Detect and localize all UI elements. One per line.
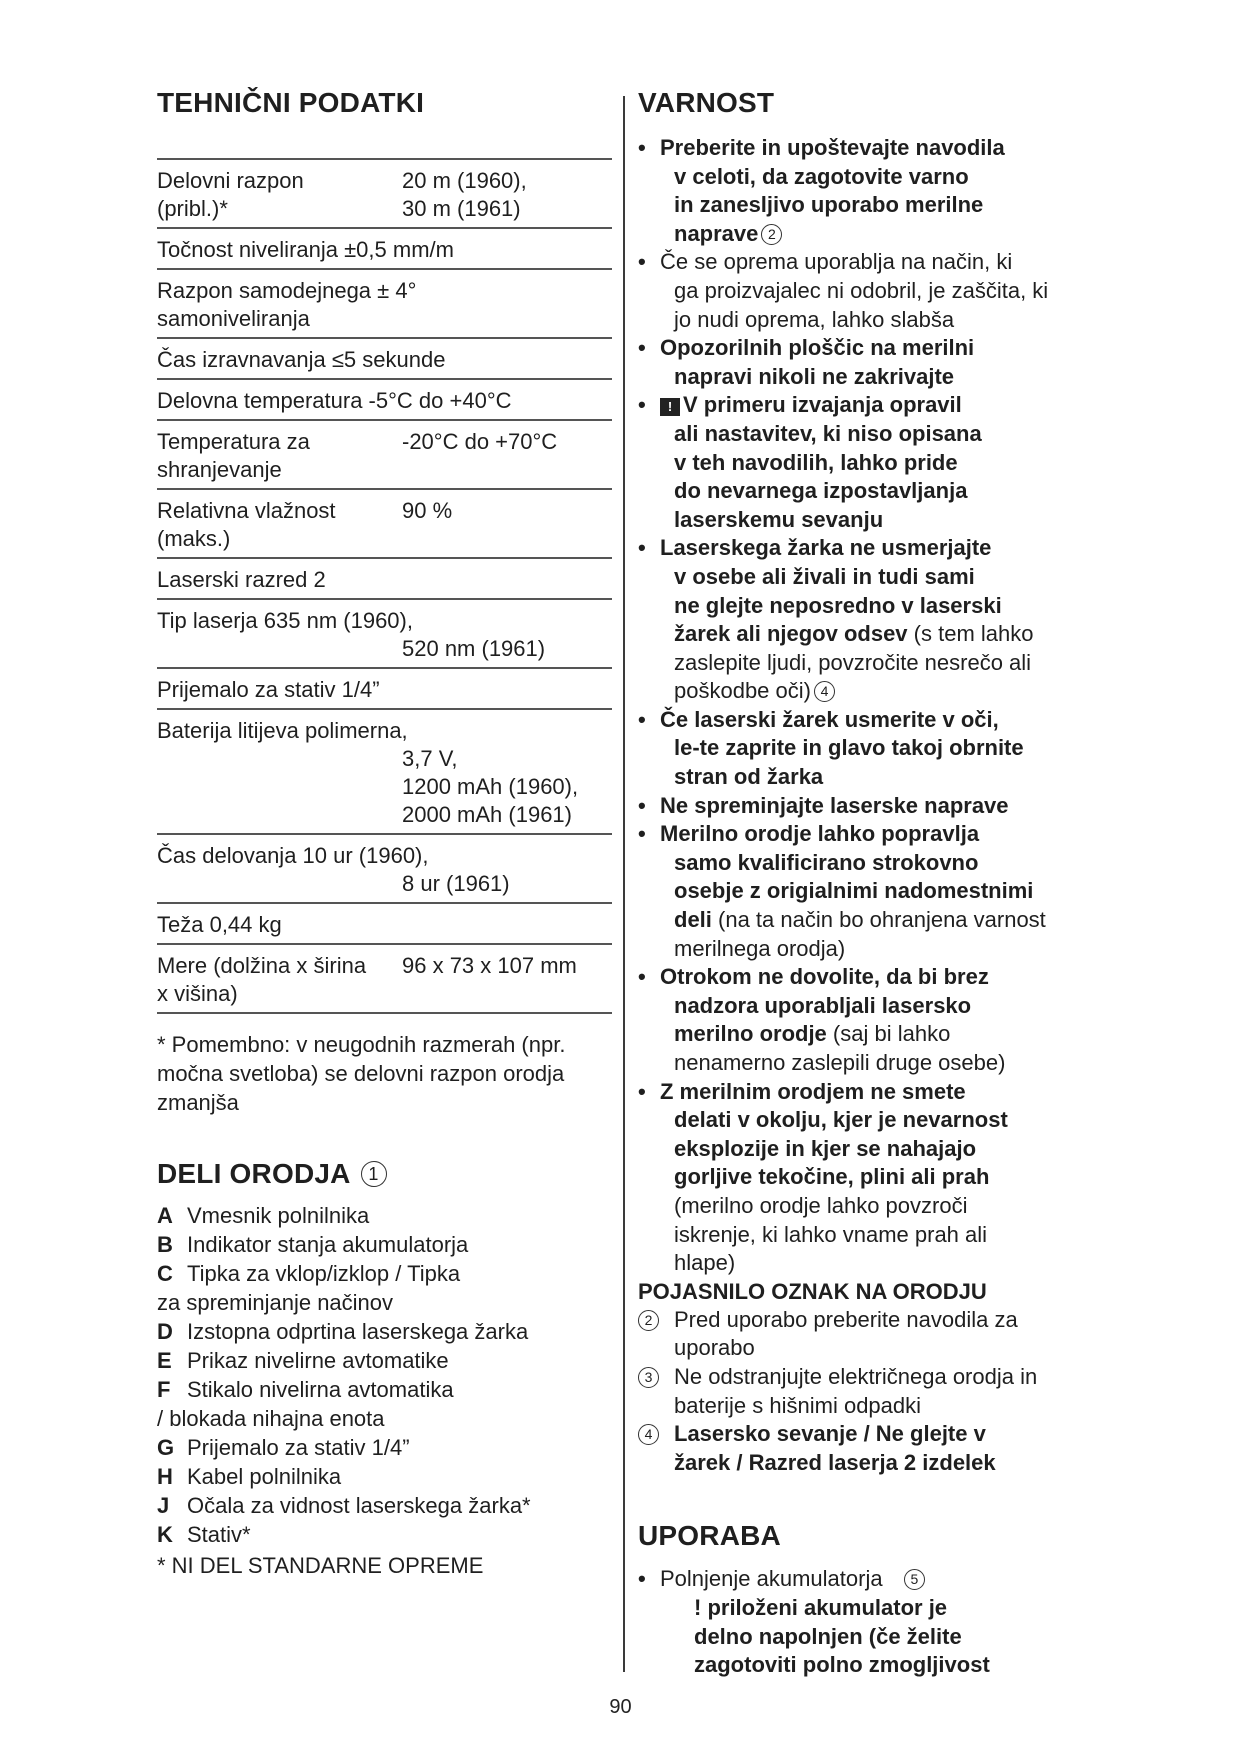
safety-text: merilnega orodja) [674,935,846,961]
safety-text: ne glejte neposredno v laserski [674,592,1002,618]
spec-row-runtime [157,835,612,904]
safety-text: iskrenje, ki lahko vname prah ali [674,1221,988,1247]
spec-line: 2000 mAh (1961) [402,802,572,827]
safety-text: samo kvalificirano strokovno [674,849,979,875]
left-column [157,86,612,1580]
spec-row-range [157,160,612,229]
safety-text: Laserskega žarka ne usmerjajte [660,535,992,561]
part-text: Kabel polnilnika [187,1464,342,1489]
spec-line: Čas delovanja 10 ur (1960), [157,843,429,868]
circled-number-icon: 2 [761,224,782,245]
part-item [157,1346,612,1375]
spec-row-leveling-time: Čas izravnavanja ≤5 sekunde [157,339,612,380]
spec-row-tripod: Prijemalo za stativ 1/4” [157,669,612,710]
spec-value: 30 m (1961) [402,196,521,221]
safety-text: napravi nikoli ne zakrivajte [674,363,955,389]
spec-label: (maks.) [157,526,231,551]
parts-footnote: * NI DEL STANDARNE OPREME [157,1553,484,1578]
part-item [157,1230,612,1259]
legend-item [638,1420,1108,1477]
part-key: B [157,1232,173,1257]
spec-label: (pribl.)* [157,196,228,221]
parts-title [157,1157,612,1191]
circled-number-icon: 4 [638,1424,659,1445]
safety-item [638,1078,1108,1278]
safety-item [638,134,1108,248]
part-item [157,1201,612,1230]
usage-item [638,1565,1108,1594]
spec-line: 3,7 V, [402,746,458,771]
legend-text: uporabo [674,1335,755,1361]
part-key: G [157,1435,175,1460]
part-key: A [157,1203,173,1228]
part-item [157,1462,612,1491]
part-text: Izstopna odprtina laserskega žarka [187,1319,529,1344]
safety-text: (s tem lahko [907,621,1034,647]
legend-item [638,1306,1108,1363]
legend-text: Lasersko sevanje / Ne glejte v [674,1421,986,1447]
part-key: J [157,1493,170,1518]
safety-text: v celoti, da zagotovite varno [674,163,969,189]
safety-text: laserskemu sevanju [674,506,884,532]
safety-item [638,963,1108,1077]
part-item [157,1520,612,1549]
part-key: E [157,1348,172,1373]
spec-line: 1200 mAh (1960), [402,774,579,799]
column-divider [623,96,625,1672]
spec-label: Temperatura za [157,429,310,454]
spec-row-humidity [157,490,612,559]
spec-label: Delovni razpon [157,168,304,193]
spec-line: Baterija litijeva polimerna, [157,718,408,743]
safety-text: in zanesljivo uporabo merilne [674,192,984,218]
safety-text: poškodbe oči) [674,678,811,704]
part-key: C [157,1261,173,1286]
safety-text: do nevarnega izpostavljanja [674,478,968,504]
safety-text: nenamerno zaslepili druge osebe) [674,1050,1006,1075]
legend-list [638,1306,1108,1478]
safety-text: Preberite in upoštevajte navodila [660,135,1005,160]
part-text: Stativ* [187,1522,251,1547]
spec-row-accuracy: Točnost niveliranja ±0,5 mm/m [157,229,612,270]
range-note: * Pomembno: v neugodnih razmerah (npr. močna svetloba) se delovni razpon orodja zmanjša [157,1032,566,1115]
part-text-cont: za spreminjanje načinov [157,1290,394,1315]
safety-text: naprave [674,220,759,246]
spec-label: shranjevanje [157,457,282,482]
safety-text: eksplozije in kjer se nahajajo [674,1135,977,1161]
spec-row-battery [157,710,612,835]
legend-text: baterije s hišnimi odpadki [674,1392,922,1418]
circled-number-icon: 2 [638,1310,659,1331]
safety-text: (na ta način bo ohranjena varnost [711,907,1046,933]
safety-text: Merilno orodje lahko popravlja [660,821,980,847]
part-key: F [157,1377,171,1402]
safety-text: ga proizvajalec ni odobril, je zaščita, ki [674,277,1049,303]
usage-text: Polnjenje akumulatorja [660,1566,883,1592]
part-text: Prijemalo za stativ 1/4” [187,1435,410,1460]
usage-subtext: delno napolnjen (če želite [694,1623,962,1649]
spec-label: Mere (dolžina x širina [157,953,367,978]
spec-label: Relativna vlažnost [157,498,336,523]
parts-title-text: DELI ORODJA [157,1158,350,1189]
safety-title: VARNOST [638,87,775,118]
safety-text: merilno orodje [674,1021,827,1047]
tech-data-title: TEHNIČNI PODATKI [157,87,425,118]
part-item [157,1259,612,1317]
circled-number-icon: 3 [638,1367,659,1388]
safety-text: Opozorilnih ploščic na merilni [660,335,975,361]
safety-text: Če laserski žarek usmerite v oči, [660,706,999,732]
part-text: Stikalo nivelirna avtomatika [187,1377,454,1402]
part-item [157,1433,612,1462]
safety-item [638,391,1108,534]
usage-title: UPORABA [638,1520,781,1552]
safety-text: delati v okolju, kjer je nevarnost [674,1107,1008,1133]
part-item [157,1375,612,1433]
spec-row-laser-type [157,600,612,669]
safety-item [638,706,1108,792]
spec-value: -20°C do +70°C [402,429,558,454]
spec-value: 96 x 73 x 107 mm [402,953,577,978]
safety-text: Z merilnim orodjem ne smete [660,1078,966,1104]
part-key: H [157,1464,173,1489]
legend-item [638,1363,1108,1420]
safety-text: Otrokom ne dovolite, da bi brez [660,964,989,990]
safety-item [638,334,1108,391]
spec-line: 8 ur (1961) [402,871,510,896]
spec-row-operating-temp: Delovna temperatura -5°C do +40°C [157,380,612,421]
safety-text: (saj bi lahko [826,1021,951,1047]
page-number: 90 [609,1696,632,1718]
spec-row-self-leveling [157,270,612,339]
safety-text: hlape) [674,1250,736,1276]
safety-list [638,134,1108,1278]
spec-row-storage-temp [157,421,612,490]
right-column [638,86,1108,1680]
spec-value: 20 m (1960), [402,168,527,193]
safety-item [638,792,1108,821]
safety-text: Če se oprema uporablja na način, ki [660,249,1013,275]
safety-item [638,820,1108,963]
safety-item [638,248,1108,334]
part-key: K [157,1522,173,1547]
legend-text: žarek / Razred laserja 2 izdelek [674,1449,996,1475]
usage-subtext: zagotoviti polno zmogljivost [694,1652,990,1678]
warning-icon: ! [660,398,680,416]
safety-text: stran od žarka [674,764,824,790]
safety-text: v osebe ali živali in tudi sami [674,563,975,589]
part-text: Prikaz nivelirne avtomatike [187,1348,449,1373]
part-text: Indikator stanja akumulatorja [187,1232,469,1257]
spec-row-weight: Teža 0,44 kg [157,904,612,945]
safety-text: Ne spreminjajte laserske naprave [660,792,1009,818]
safety-item [638,534,1108,706]
spec-line: Razpon samodejnega ± 4° [157,278,417,303]
safety-text: ali nastavitev, ki niso opisana [674,420,982,446]
circled-number-icon: 5 [904,1569,925,1590]
part-key: D [157,1319,173,1344]
parts-list [157,1201,612,1549]
safety-text: jo nudi oprema, lahko slabša [674,306,955,332]
usage-subtext: ! priloženi akumulator je [694,1594,948,1620]
safety-text: osebje z origialnimi nadomestnimi [674,878,1034,904]
circled-number-icon: 1 [361,1161,387,1187]
part-text: Vmesnik polnilnika [187,1203,370,1228]
safety-text: le-te zaprite in glavo takoj obrnite [674,735,1024,761]
spec-line: 520 nm (1961) [402,636,546,661]
part-item [157,1491,612,1520]
safety-text: (merilno orodje lahko povzroči [674,1192,968,1218]
part-text-cont: / blokada nihajna enota [157,1406,385,1431]
spec-line: Tip laserja 635 nm (1960), [157,608,413,633]
legend-text: Ne odstranjujte električnega orodja in [674,1363,1038,1389]
safety-text: v teh navodilih, lahko pride [674,449,958,475]
safety-text: deli [674,907,712,933]
safety-text: zaslepite ljudi, povzročite nesrečo ali [674,649,1032,675]
safety-text: V primeru izvajanja opravil [683,392,962,418]
safety-text: nadzora uporabljali lasersko [674,992,972,1018]
spec-row-dimensions [157,945,612,1014]
spec-line: samoniveliranja [157,306,310,331]
circled-number-icon: 4 [814,681,835,702]
spec-table [157,158,612,1014]
legend-title: POJASNILO OZNAK NA ORODJU [638,1278,987,1304]
legend-text: Pred uporabo preberite navodila za [674,1306,1018,1332]
usage-list [638,1565,1108,1679]
part-item [157,1317,612,1346]
spec-row-laser-class: Laserski razred 2 [157,559,612,600]
safety-text: gorljive tekočine, plini ali prah [674,1164,990,1190]
spec-value: 90 % [402,498,453,523]
part-text: Tipka za vklop/izklop / Tipka [187,1261,461,1286]
safety-text: žarek ali njegov odsev [674,621,908,647]
spec-label: x višina) [157,981,238,1006]
part-text: Očala za vidnost laserskega žarka* [187,1493,531,1518]
